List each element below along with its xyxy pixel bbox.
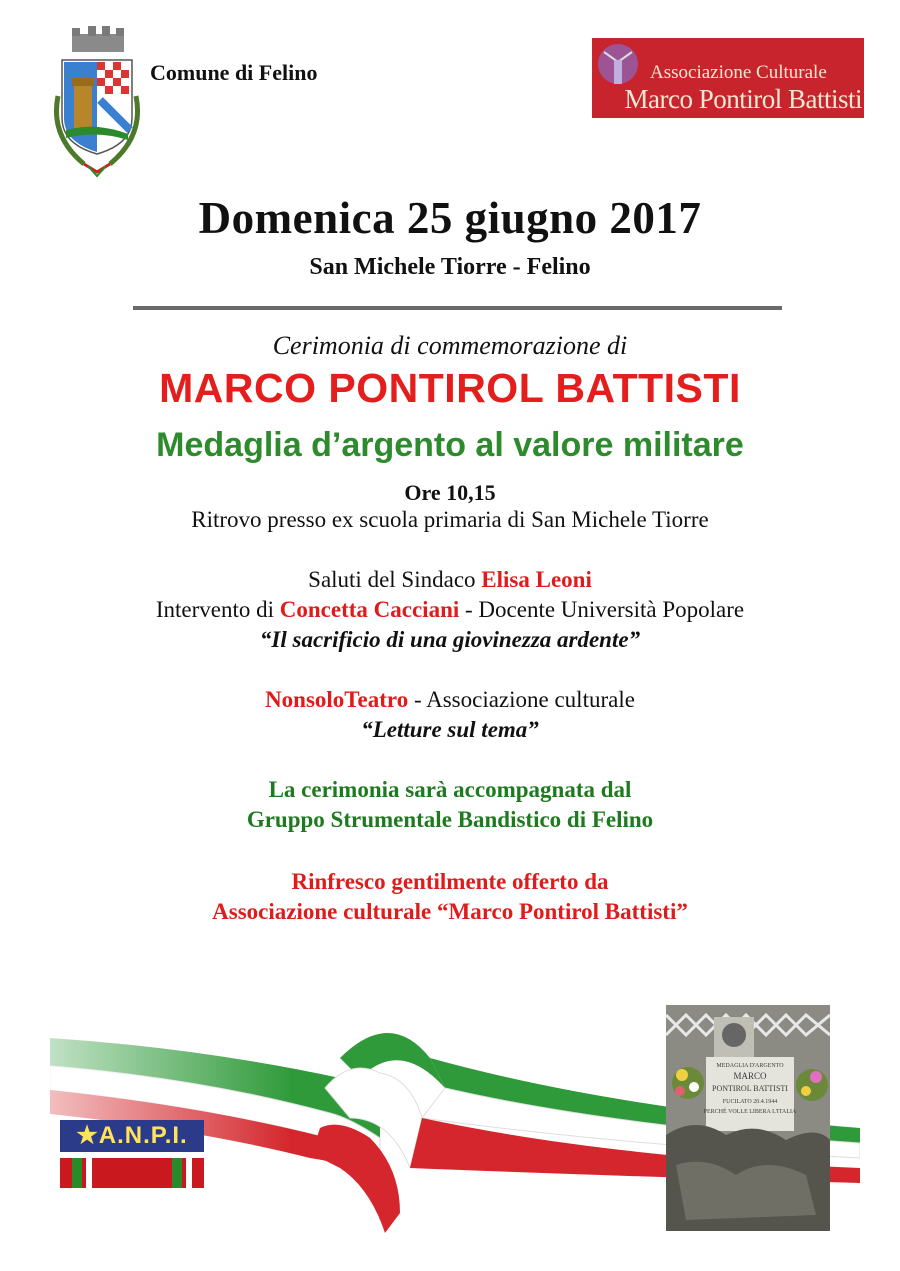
comune-name: Comune di Felino <box>150 60 318 85</box>
speech-line <box>0 597 900 623</box>
ceremony-intro: Cerimonia di commemorazione di <box>272 331 628 360</box>
plaque-line-5: PERCHÉ VOLLE LIBERA L'ITALIA <box>703 1109 797 1115</box>
medal-line: Medaglia d’argento al valore militare <box>156 426 744 464</box>
refreshment-line2: Associazione culturale “Marco Pontirol Battisti” <box>212 899 688 924</box>
plaque-line-4: FUCILATO 20.4.1944 <box>722 1099 778 1105</box>
music-line2: Gruppo Strumentale Bandistico di Felino <box>246 807 654 832</box>
theatre-desc: - Associazione culturale <box>408 687 635 712</box>
greeting-prefix: Saluti del Sindaco <box>308 567 482 592</box>
event-time: Ore 10,15 <box>404 480 496 505</box>
association-line1: Associazione Culturale <box>650 62 827 83</box>
event-date: Domenica 25 giugno 2017 <box>198 193 702 243</box>
theatre-name: NonsoloTeatro <box>265 687 409 712</box>
divider <box>133 306 782 310</box>
honoree-name: MARCO PONTIROL BATTISTI <box>159 365 741 411</box>
speech-prefix: Intervento di <box>155 597 280 622</box>
association-line2: Marco Pontirol Battisti <box>624 84 862 114</box>
plaque-line-3: PONTIROL BATTISTI <box>712 1084 788 1093</box>
anpi-logo <box>60 1120 204 1190</box>
figure-icon <box>596 42 656 90</box>
event-place: San Michele Tiorre - Felino <box>309 254 591 280</box>
speech-title: “Il sacrificio di una giovinezza ardente” <box>259 627 641 652</box>
refreshment-line1: Rinfresco gentilmente offerto da <box>291 869 609 894</box>
theatre-line <box>0 687 900 713</box>
mayor-greeting <box>0 567 900 593</box>
readings-title: “Letture sul tema” <box>361 717 539 742</box>
speaker-name: Concetta Cacciani <box>279 597 460 622</box>
memorial-photo <box>666 1005 830 1231</box>
mayor-name: Elisa Leoni <box>481 567 592 592</box>
plaque-line-1: MEDAGLIA D'ARGENTO <box>716 1063 784 1069</box>
anpi-text: ★A.N.P.I. <box>60 1120 204 1152</box>
plaque-line-2: MARCO <box>733 1071 767 1081</box>
meeting-point: Ritrovo presso ex scuola primaria di San Michele Tiorre <box>191 507 709 532</box>
comune-crest <box>44 26 150 182</box>
association-logo <box>592 38 864 118</box>
anpi-flag <box>60 1158 204 1188</box>
music-line1: La cerimonia sarà accompagnata dal <box>268 777 632 802</box>
speaker-role: - Docente Università Popolare <box>459 597 745 622</box>
